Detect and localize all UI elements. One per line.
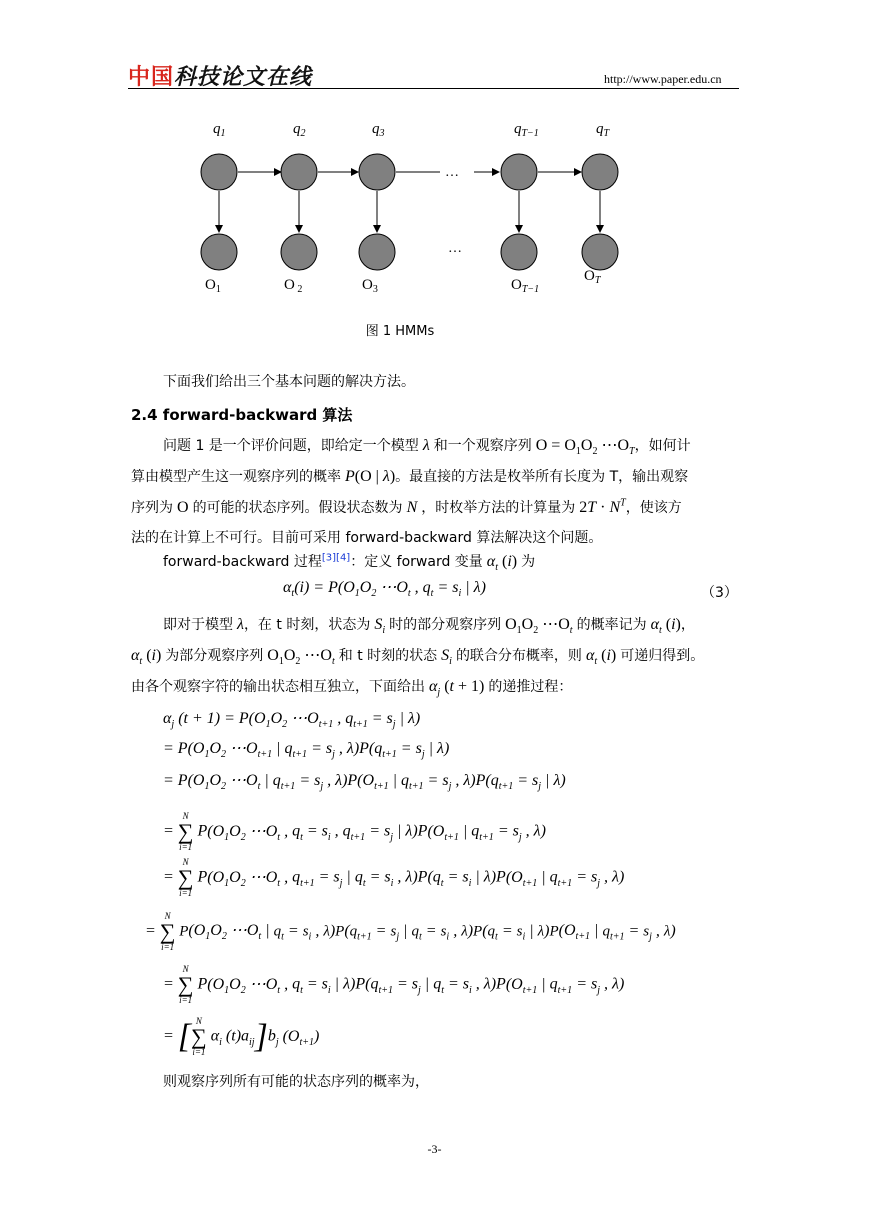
paragraph-line: 由各个观察字符的输出状态相互独立，下面给出 $\alpha_j$ (t + 1) 的递推过程： [131,678,573,699]
figure-caption: 图 1 HMMs [365,324,435,339]
obs-node-1 [201,234,237,270]
derivation-line-8: = [ N ∑ i=1 $\alpha_i$ $(t)a_{ij}]b_j$ $(O_{t+1})$ [163,1016,320,1057]
label-q2: $q_2$ [293,121,306,139]
state-node-5 [582,154,618,190]
state-labels [213,121,611,139]
derivation-line-1: $\alpha_j$ $(t + 1) = P(O_1O_2$ $\cdots O_{t+1}$ , $q_{t+1} = s_j$ | λ) [163,710,421,731]
hmm-diagram [0,0,869,340]
paragraph-line: 即对于模型 λ，在 t 时刻，状态为 $S_i$ 时的部分观察序列 $O_1O_2$ $\cdots O_t$ 的概率记为 $\alpha_t$ (i)， [163,616,695,637]
paragraph-line: 序列为 O 的可能的状态序列。假设状态数为 N ，时枚举方法的计算量为 $2T \cdot N^T$，使该方 [131,497,682,516]
state-node-1 [201,154,237,190]
equation-number: （3） [701,585,738,601]
equation-3: $\alpha_t(i) = P(O_1O_2$ $\cdots O_t$ , $q_t = s_i$ | λ) [283,579,486,600]
derivation-line-7: = N ∑ i=1 $P(O_1O_2$ $\cdots O_t$ , $q_t = s_i$ | $\lambda)P(q_{t+1} = s_j$ | $q_t = s_i$ , $\lambda)P(O_{t+1}$ | $q_{t+1} = s_j$ , λ) [163,964,625,1005]
paragraph-line: 算由模型产生这一观察序列的概率 P(O | λ)。最直接的方法是枚举所有长度为 T，输出观察 [131,468,689,485]
obs-node-4 [501,234,537,270]
label-qT: $q_T$ [596,121,610,139]
observation-nodes [201,234,618,270]
label-OT-1: $O_{T-1}$ [511,277,540,295]
section-heading: 2.4 forward-backward 算法 [131,406,353,424]
label-OT: $O_T$ [584,268,601,286]
closing-paragraph: 则观察序列所有可能的状态序列的概率为， [163,1074,429,1090]
paragraph-line: 法的在计算上不可行。目前可采用 forward-backward 算法解决这个问题。 [131,530,603,546]
derivation-line-3: = $P(O_1O_2$ $\cdots O_t$ | $q_{t+1} = s_j$ , $\lambda)P(O_{t+1}$ | $q_{t+1} = s_j$ , $\lambda)P(q_{t+1} = s_j$ | λ) [163,772,566,793]
paragraph-line: 问题 1 是一个评价问题，即给定一个模型 λ 和一个观察序列 $O = O_1O_2$ $\cdots O_T$，如何计 [163,437,691,458]
intro-paragraph: 下面我们给出三个基本问题的解决方法。 [163,374,415,390]
state-node-2 [281,154,317,190]
obs-node-2 [281,234,317,270]
state-node-3 [359,154,395,190]
obs-node-3 [359,234,395,270]
label-q1: $q_1$ [213,121,226,139]
label-O1: $O_1$ [205,277,221,295]
citation-link[interactable]: [3][4] [321,552,351,564]
label-q3: $q_3$ [372,121,385,139]
derivation-line-5: = N ∑ i=1 $P(O_1O_2$ $\cdots O_t$ , $q_{t+1} = s_j$ | $q_t = s_i$ , $\lambda)P(q_t = s_i$ | $\lambda)P(O_{t+1}$ | $q_{t+1} = s_j$ , λ) [163,857,625,898]
derivation-line-6: = N ∑ i=1 $P(O_1O_2$ $\cdots O_t$ | $q_t = s_i$ , $\lambda)P(q_{t+1} = s_j$ | $q_t = s_i$ , $\lambda)P(q_t = s_i$ | $\lambda)P(O_{t+1}$ | $q_{t+1} = s_j$ , λ) [145,911,676,952]
obs-node-5 [582,234,618,270]
ellipsis-top: … [445,165,459,180]
header-url[interactable]: http://www.paper.edu.cn [604,72,722,86]
paragraph-line: forward-backward 过程[3][4]：定义 forward 变量 $\alpha_t$ (i) 为 [163,552,536,574]
label-qT-1: $q_{T-1}$ [514,121,539,139]
journal-logo: 中国科技论文在线 [128,65,313,90]
paragraph-line: $\alpha_t$ (i) 为部分观察序列 $O_1O_2$ $\cdots O_t$ 和 t 时刻的状态 $S_i$ 的联合分布概率，则 $\alpha_t$ (i) 可递归得到。 [131,647,705,668]
observation-labels [205,268,602,295]
label-O3: $O_3$ [362,277,378,295]
label-O2: O $_2$ [284,277,303,295]
state-node-4 [501,154,537,190]
page-number: -3- [427,1142,442,1156]
derivation-line-2: = $P(O_1O_2$ $\cdots O_{t+1}$ | $q_{t+1} = s_j$ , $\lambda)P(q_{t+1} = s_j$ | λ) [163,740,450,761]
derivation-line-4: = N ∑ i=1 $P(O_1O_2$ $\cdots O_t$ , $q_t = s_i$ , $q_{t+1} = s_j$ | $\lambda)P(O_{t+1}$ | $q_{t+1} = s_j$ , λ) [163,811,546,852]
ellipsis-bottom: … [448,241,462,256]
